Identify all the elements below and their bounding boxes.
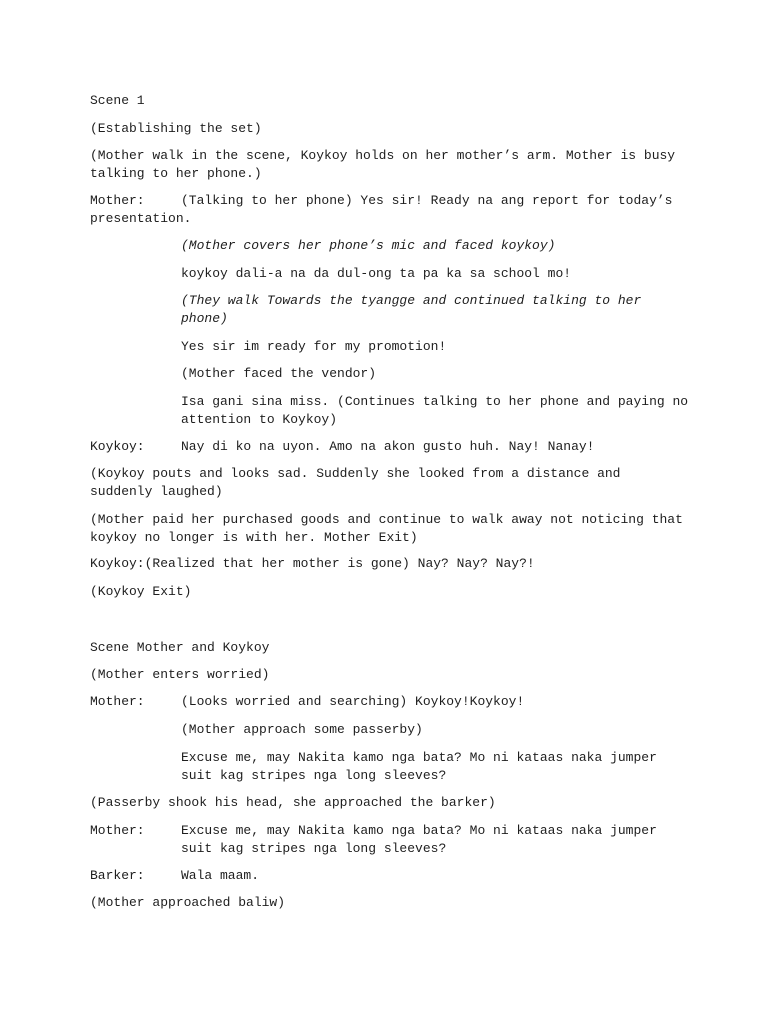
speaker-barker: Barker: xyxy=(90,868,145,883)
speaker-koykoy: Koykoy: xyxy=(90,439,145,454)
stage-direction: (Mother walk in the scene, Koykoy holds on her mother’s arm. Mother is busy talking to her phone.) xyxy=(90,148,683,181)
dialogue-line: (Talking to her phone) Yes sir! Ready na ang report for today’s presentation. xyxy=(90,193,681,226)
speaker-mother: Mother: xyxy=(90,694,145,709)
dialogue-line: Nay di ko na uyon. Amo na akon gusto huh. Nay! Nanay! xyxy=(181,439,595,454)
stage-direction: (Passerby shook his head, she approached the barker) xyxy=(90,795,496,810)
scene1-heading: Scene 1 xyxy=(90,93,145,108)
stage-direction: (Mother approach some passerby) xyxy=(181,722,423,737)
stage-direction: (Koykoy Exit) xyxy=(90,584,192,599)
speaker-mother: Mother: xyxy=(90,823,145,838)
speaker-mother: Mother: xyxy=(90,193,145,208)
dialogue-line: (Looks worried and searching) Koykoy!Koykoy! xyxy=(181,694,525,709)
dialogue-line: Excuse me, may Nakita kamo nga bata? Mo ni kataas naka jumper suit kag stripes nga long sleeves? xyxy=(181,823,665,856)
dialogue-line: Yes sir im ready for my promotion! xyxy=(181,339,447,354)
stage-direction: (Mother covers her phone’s mic and faced koykoy) xyxy=(181,238,556,253)
stage-direction: (Mother faced the vendor) xyxy=(181,366,377,381)
dialogue-line: Koykoy:(Realized that her mother is gone) Nay? Nay? Nay?! xyxy=(90,556,535,571)
dialogue-line: Wala maam. xyxy=(181,868,260,883)
scene2-heading: Scene Mother and Koykoy xyxy=(90,640,270,655)
stage-direction: (Koykoy pouts and looks sad. Suddenly she looked from a distance and suddenly laughed) xyxy=(90,466,629,499)
dialogue-line: Excuse me, may Nakita kamo nga bata? Mo ni kataas naka jumper suit kag stripes nga long sleeves? xyxy=(181,750,665,783)
stage-direction: (Mother approached baliw) xyxy=(90,895,286,910)
stage-direction: (Establishing the set) xyxy=(90,121,262,136)
dialogue-line: Isa gani sina miss. (Continues talking to her phone and paying no attention to Koykoy) xyxy=(181,394,696,427)
stage-direction: (Mother enters worried) xyxy=(90,667,270,682)
stage-direction: (Mother paid her purchased goods and continue to walk away not noticing that koykoy no longer is with her. Mother Exit) xyxy=(90,512,691,545)
stage-direction: (They walk Towards the tyangge and continued talking to her phone) xyxy=(181,293,650,326)
dialogue-line: koykoy dali-a na da dul-ong ta pa ka sa school mo! xyxy=(181,266,572,281)
